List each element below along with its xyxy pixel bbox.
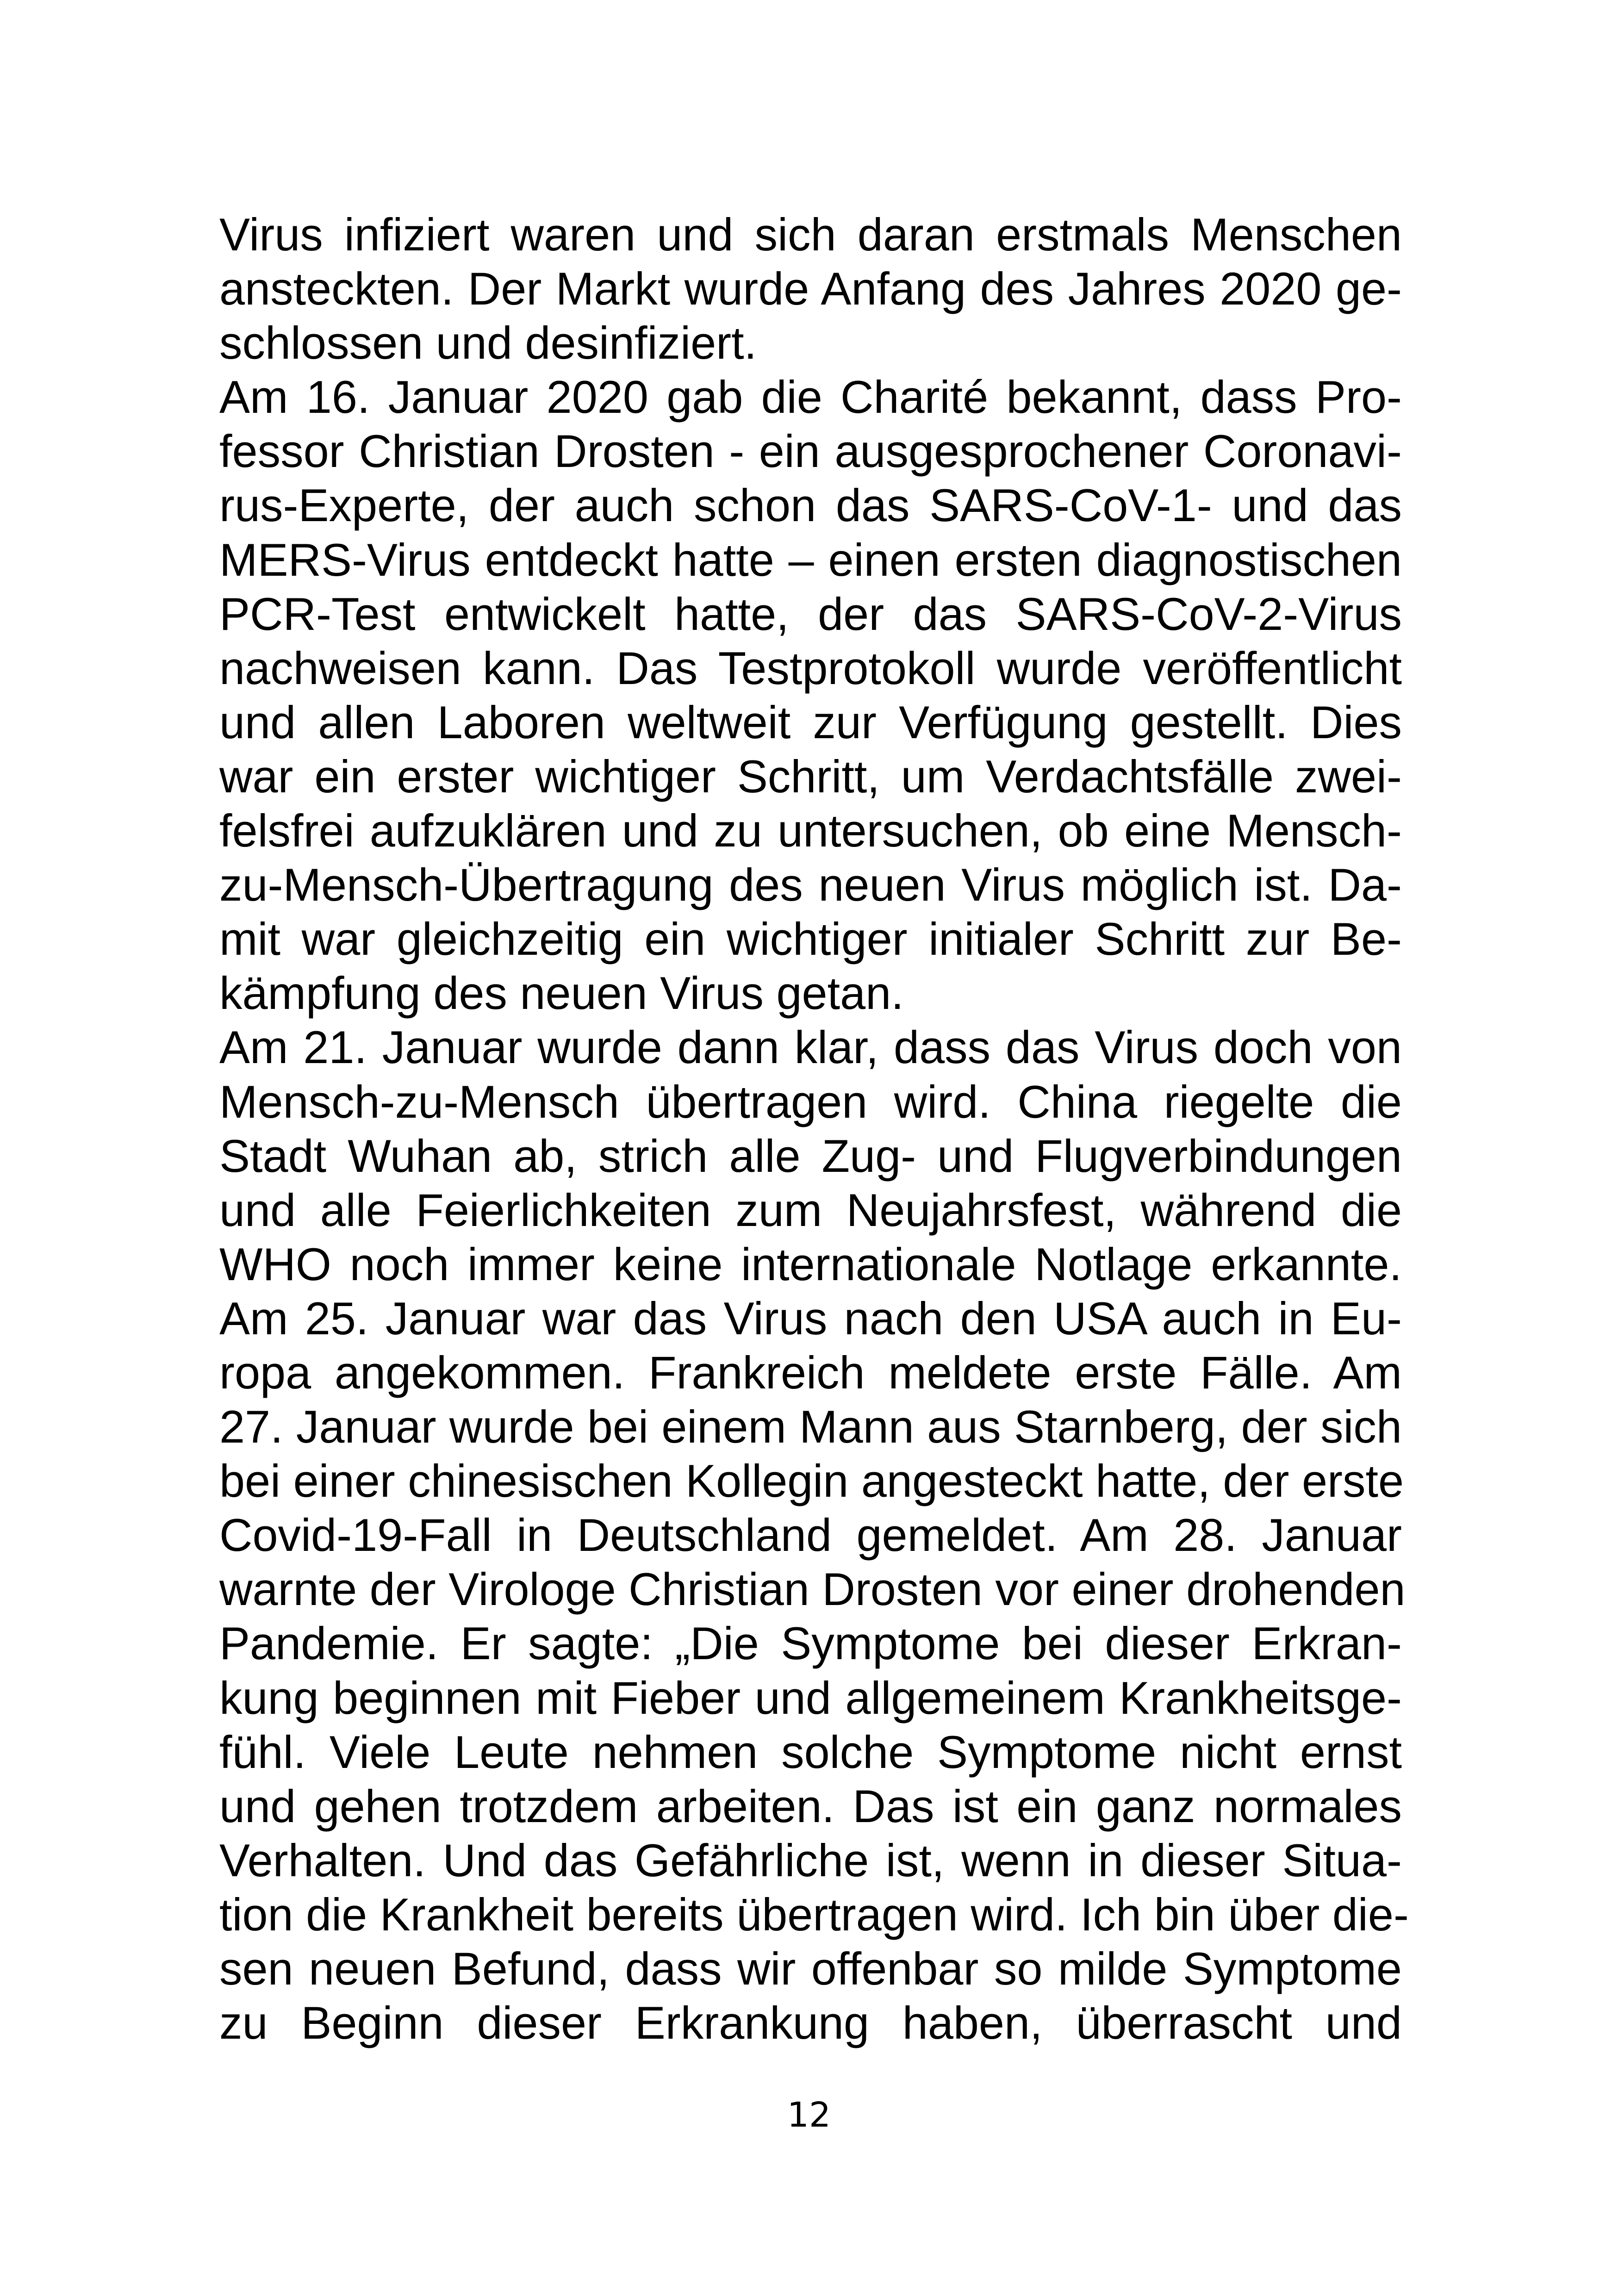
text-line: kung beginnen mit Fieber und allgemeinem Krankheitsge- — [219, 1672, 1402, 1724]
page-number: 12 — [787, 2095, 831, 2135]
text-line: schlossen und desinfiziert. — [219, 317, 757, 369]
text-line: zu-Mensch-Übertragung des neuen Virus möglich ist. Da- — [219, 859, 1402, 911]
text-line: und alle Feierlichkeiten zum Neujahrsfest, während die — [219, 1184, 1402, 1236]
text-line: mit war gleichzeitig ein wichtiger initialer Schritt zur Be- — [219, 913, 1402, 965]
text-line: und allen Laboren weltweit zur Verfügung gestellt. Dies — [219, 696, 1402, 748]
body-text — [219, 207, 1409, 2050]
text-line: war ein erster wichtiger Schritt, um Verdachtsfälle zwei- — [219, 750, 1402, 802]
text-line: Mensch-zu-Mensch übertragen wird. China riegelte die — [219, 1076, 1402, 1127]
text-line: 27. Januar wurde bei einem Mann aus Starnberg, der sich — [219, 1401, 1402, 1453]
text-line: WHO noch immer keine internationale Notlage erkannte. — [219, 1238, 1402, 1290]
text-line: und gehen trotzdem arbeiten. Das ist ein ganz normales — [219, 1780, 1402, 1832]
text-line: bei einer chinesischen Kollegin angesteckt hatte, der erste — [219, 1455, 1404, 1507]
text-line: rus-Experte, der auch schon das SARS-CoV-1- und das — [219, 479, 1402, 531]
text-line: warnte der Virologe Christian Drosten vor einer drohenden — [219, 1563, 1406, 1615]
text-line: Stadt Wuhan ab, strich alle Zug- und Flugverbindungen — [219, 1130, 1402, 1182]
text-line: PCR-Test entwickelt hatte, der das SARS-CoV-2-Virus — [219, 588, 1402, 640]
text-line: ansteckten. Der Markt wurde Anfang des Jahres 2020 ge- — [219, 263, 1402, 315]
text-line: MERS-Virus entdeckt hatte – einen ersten diagnostischen — [219, 534, 1402, 585]
text-line: Verhalten. Und das Gefährliche ist, wenn in dieser Situa- — [219, 1834, 1402, 1886]
text-line: tion die Krankheit bereits übertragen wird. Ich bin über die- — [219, 1888, 1409, 1940]
text-line: sen neuen Befund, dass wir offenbar so milde Symptome — [219, 1943, 1402, 1994]
text-line: felsfrei aufzuklären und zu untersuchen, ob eine Mensch- — [219, 805, 1402, 857]
text-line: fessor Christian Drosten - ein ausgesprochener Coronavi- — [219, 425, 1402, 477]
text-line: zu Beginn dieser Erkrankung haben, überrascht und — [219, 1997, 1402, 2049]
text-line: kämpfung des neuen Virus getan. — [219, 967, 904, 1019]
text-line: ropa angekommen. Frankreich meldete erste Fälle. Am — [219, 1346, 1402, 1398]
text-line: Am 16. Januar 2020 gab die Charité bekannt, dass Pro- — [219, 371, 1402, 423]
text-line: nachweisen kann. Das Testprotokoll wurde veröffentlicht — [219, 642, 1402, 694]
text-line: fühl. Viele Leute nehmen solche Symptome nicht ernst — [219, 1726, 1402, 1778]
text-line: Am 25. Januar war das Virus nach den USA auch in Eu- — [219, 1292, 1402, 1344]
text-line: Virus infiziert waren und sich daran erstmals Menschen — [219, 209, 1402, 260]
text-line: Covid-19-Fall in Deutschland gemeldet. Am 28. Januar — [219, 1509, 1402, 1561]
text-line: Am 21. Januar wurde dann klar, dass das Virus doch von — [219, 1021, 1402, 1073]
text-line: Pandemie. Er sagte: „Die Symptome bei dieser Erkran- — [219, 1618, 1402, 1669]
